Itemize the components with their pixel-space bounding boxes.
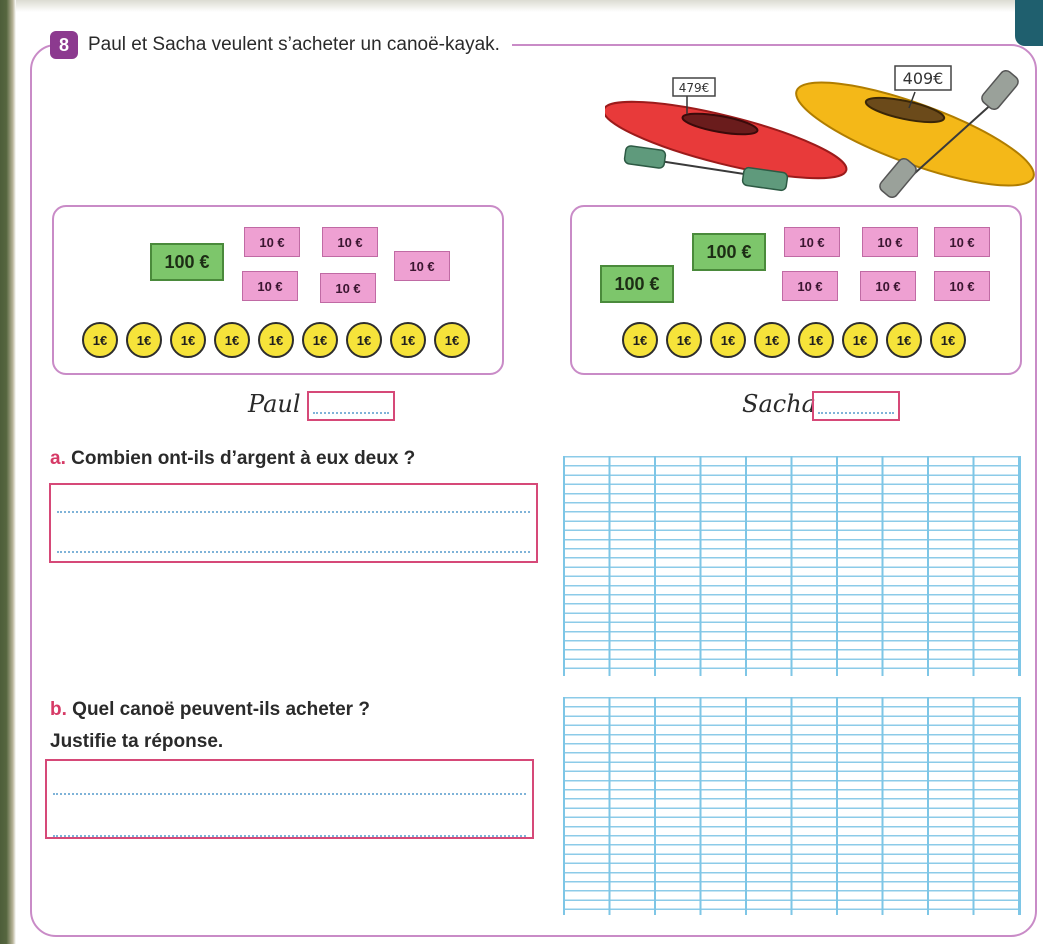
paul-note-10: 10 € [244, 227, 300, 257]
sacha-note-10: 10 € [862, 227, 918, 257]
sacha-coin: 1€ [710, 322, 746, 358]
exercise-title: Paul et Sacha veulent s’acheter un canoë-kayak. [88, 34, 500, 55]
paul-note-100: 100 € [150, 243, 224, 281]
paul-note-10: 10 € [394, 251, 450, 281]
sacha-note-10: 10 € [784, 227, 840, 257]
paul-coin: 1€ [170, 322, 206, 358]
exercise-number-badge: 8 [50, 31, 78, 59]
sacha-label: Sacha [742, 390, 816, 418]
corner-tab [1015, 0, 1043, 46]
calculation-grid-b[interactable] [563, 697, 1021, 915]
paul-coin: 1€ [126, 322, 162, 358]
sacha-note-100: 100 € [692, 233, 766, 271]
red-price-text: 479€ [678, 81, 710, 95]
question-b [50, 694, 370, 758]
sacha-note-10: 10 € [782, 271, 838, 301]
question-a-letter: a. [50, 448, 66, 469]
question-b-line1: Quel canoë peuvent-ils acheter ? [72, 699, 370, 720]
paul-coin: 1€ [258, 322, 294, 358]
question-b-line2: Justifie ta réponse. [50, 731, 224, 752]
paul-total-input[interactable] [307, 391, 395, 421]
sacha-coin: 1€ [798, 322, 834, 358]
exercise-header [50, 28, 512, 62]
question-a [50, 443, 415, 475]
paul-note-10: 10 € [320, 273, 376, 303]
yellow-paddle-blade [979, 68, 1020, 111]
page-edge-top [0, 0, 1043, 12]
answer-b-box[interactable] [45, 759, 534, 839]
paul-note-10: 10 € [242, 271, 298, 301]
question-b-letter: b. [50, 699, 67, 720]
sacha-note-100: 100 € [600, 265, 674, 303]
sacha-note-10: 10 € [934, 227, 990, 257]
paul-coin: 1€ [434, 322, 470, 358]
sacha-coin: 1€ [622, 322, 658, 358]
sacha-money-box [570, 205, 1022, 375]
paul-label: Paul [248, 390, 301, 418]
sacha-coin: 1€ [666, 322, 702, 358]
page-edge-left [0, 0, 16, 944]
question-a-text: Combien ont-ils d’argent à eux deux ? [71, 448, 416, 469]
paul-coin: 1€ [346, 322, 382, 358]
sacha-coin: 1€ [754, 322, 790, 358]
paul-coin: 1€ [214, 322, 250, 358]
paul-note-10: 10 € [322, 227, 378, 257]
answer-a-box[interactable] [49, 483, 538, 563]
calculation-grid-a[interactable] [563, 456, 1021, 676]
paul-coin: 1€ [302, 322, 338, 358]
kayaks-illustration [605, 62, 1035, 202]
sacha-note-10: 10 € [934, 271, 990, 301]
sacha-coin: 1€ [930, 322, 966, 358]
green-paddle-blade [624, 145, 666, 168]
sacha-coin: 1€ [886, 322, 922, 358]
paul-coin: 1€ [390, 322, 426, 358]
paul-coin: 1€ [82, 322, 118, 358]
yellow-price-text: 409€ [902, 69, 944, 88]
sacha-coin: 1€ [842, 322, 878, 358]
sacha-total-input[interactable] [812, 391, 900, 421]
sacha-note-10: 10 € [860, 271, 916, 301]
paul-money-box [52, 205, 504, 375]
